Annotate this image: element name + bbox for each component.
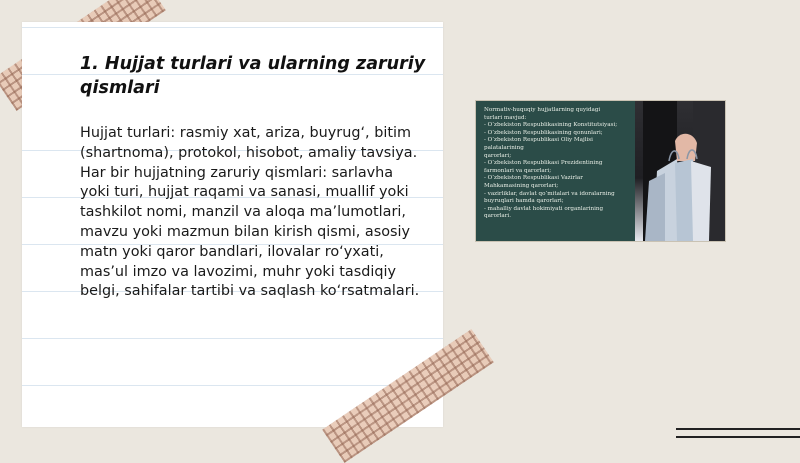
photo-text-line: - mahalliy davlat hokimiyati organlarining bbox=[484, 205, 604, 212]
shopping-bags-image bbox=[635, 101, 725, 241]
shopping-bags-illustration bbox=[635, 101, 725, 241]
photo-text-line: palatalarining bbox=[484, 144, 524, 151]
decorative-rule bbox=[676, 428, 800, 430]
slide-body-text: Hujjat turlari: rasmiy xat, ariza, buyrug‘, bitim (shartnoma), protokol, hisobot, amaliy tavsiya. Har bir hujjatning zaruriy qismlari: sarlavha yoki turi, hujjat raqami va sanasi, muallif yoki tashkilot nomi, manzil va aloqa ma’lumotlari, mavzu yoki mazmun bilan kirish qismi, asosiy matn yoki qaror bandlari, ilovalar ro‘yxati, mas’ul imzo va lavozimi, muhr yoki tasdiqiy belgi, sahifalar tartibi va saqlash ko‘rsatmalari. bbox=[80, 125, 420, 300]
decorative-rule bbox=[676, 436, 800, 438]
photo-text-line: buyruqlari hamda qarorlari; bbox=[484, 198, 564, 205]
photo-caption-text bbox=[484, 107, 640, 221]
photo-text-line: qarorlari. bbox=[484, 213, 511, 220]
photo-text-line: Mahkamasining qarorlari; bbox=[484, 182, 559, 189]
slide-title: 1. Hujjat turlari va ularning zaruriy qismlari bbox=[80, 54, 426, 98]
photo-text-line: - O‘zbekiston Respublikasi Vazirlar bbox=[484, 175, 583, 182]
photo-text-line: - O‘zbekiston Respublikasining qonunlari; bbox=[484, 129, 603, 136]
photo-text-line: - O‘zbekiston Respublikasi Oliy Majlisi bbox=[484, 137, 593, 144]
photo-text-line: - O‘zbekiston Respublikasi Prezidentining bbox=[484, 160, 603, 167]
photo-text-line: - vazirliklar, davlat qo‘mitalari va idoralarning bbox=[484, 190, 615, 197]
slide-photo bbox=[475, 100, 726, 242]
photo-text-line: farmonlari va qarorlari; bbox=[484, 167, 552, 174]
photo-text-line: Normativ-huquqiy hujjatlarning quyidagi bbox=[484, 107, 601, 113]
photo-text-line: - O‘zbekiston Respublikasining Konstitutsiyasi; bbox=[484, 122, 618, 129]
photo-text-line: qarorlari; bbox=[484, 152, 512, 159]
photo-text-line: turlari mavjud: bbox=[484, 114, 527, 121]
